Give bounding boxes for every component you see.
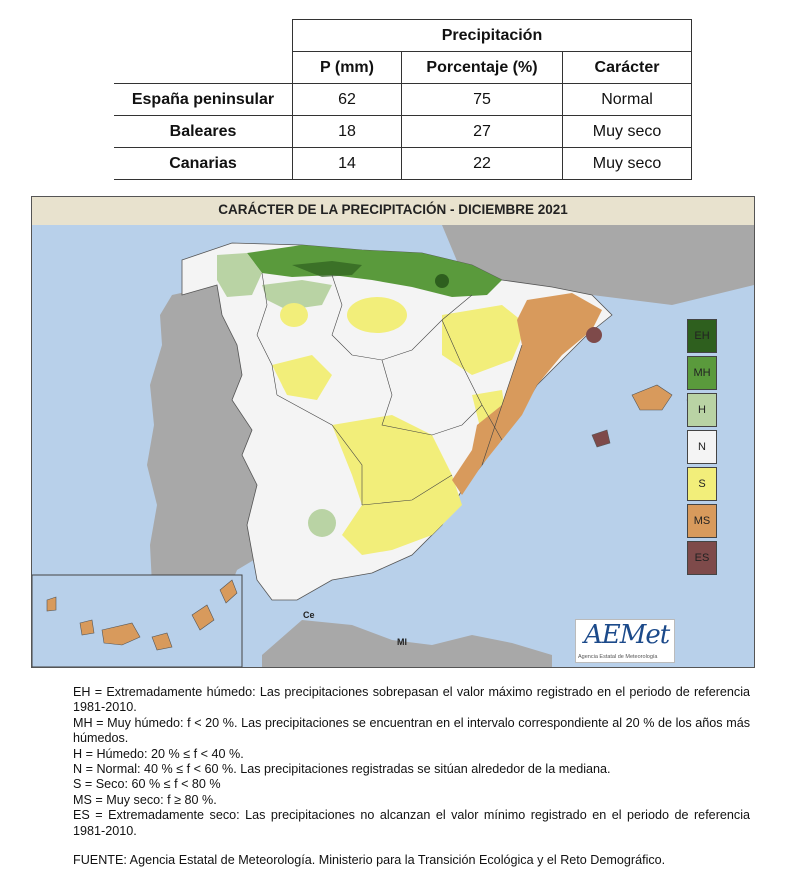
note-mh: MH = Muy húmedo: f < 20 %. Las precipitaciones se encuentran en el intervalo correspondiente al 20 % de los años más húmedos. <box>73 715 750 746</box>
aemet-logo-subtitle: Agencia Estatal de Meteorología <box>578 654 658 660</box>
spain-map-svg <box>32 225 754 667</box>
note-h: H = Húmedo: 20 % ≤ f < 40 %. <box>73 746 244 761</box>
legend-item-s: S <box>687 467 717 501</box>
precipitation-map <box>31 196 755 668</box>
column-header-caracter: Carácter <box>563 52 692 84</box>
aemet-logo-text: AEMet <box>584 620 670 650</box>
legend-item-n: N <box>687 430 717 464</box>
note-ms: MS = Muy seco: f ≥ 80 %. <box>73 792 217 807</box>
map-title: CARÁCTER DE LA PRECIPITACIÓN - DICIEMBRE 2021 <box>218 202 568 217</box>
legend-item-es: ES <box>687 541 717 575</box>
cell-p-mm: 18 <box>293 116 402 148</box>
cell-p-mm: 14 <box>293 148 402 180</box>
dry-area-2 <box>280 303 308 327</box>
wet-spot-south <box>308 509 336 537</box>
table-row <box>114 148 692 180</box>
aemet-logo <box>575 619 675 663</box>
legend-notes <box>73 685 750 839</box>
row-label: Canarias <box>114 148 293 180</box>
row-label: España peninsular <box>114 84 293 116</box>
ceuta-label: Ce <box>303 610 315 620</box>
table-corner-2 <box>114 52 293 84</box>
melilla-label: Ml <box>397 637 407 647</box>
cell-caracter: Muy seco <box>563 148 692 180</box>
table-group-header: Precipitación <box>293 20 692 52</box>
note-s: S = Seco: 60 % ≤ f < 80 % <box>73 777 221 792</box>
extreme-dry-spot <box>586 327 602 343</box>
column-header-p-mm: P (mm) <box>293 52 402 84</box>
table-corner <box>114 20 293 52</box>
legend-item-mh: MH <box>687 356 717 390</box>
precipitation-summary-table <box>114 19 692 180</box>
note-n: N = Normal: 40 % ≤ f < 60 %. Las precipitaciones registradas se sitúan alrededor de la mediana. <box>73 762 611 777</box>
table-row <box>114 116 692 148</box>
column-header-porcentaje: Porcentaje (%) <box>402 52 563 84</box>
dry-area-1 <box>347 297 407 333</box>
legend-item-ms: MS <box>687 504 717 538</box>
cell-caracter: Muy seco <box>563 116 692 148</box>
cell-caracter: Normal <box>563 84 692 116</box>
cell-porcentaje: 27 <box>402 116 563 148</box>
row-label: Baleares <box>114 116 293 148</box>
table-row <box>114 84 692 116</box>
legend-item-eh: EH <box>687 319 717 353</box>
note-eh: EH = Extremadamente húmedo: Las precipitaciones sobrepasan el valor máximo registrado en el periodo de referencia 1981-2010. <box>73 685 750 715</box>
cell-porcentaje: 75 <box>402 84 563 116</box>
note-es: ES = Extremadamente seco: Las precipitaciones no alcanzan el valor mínimo registrado en el periodo de referencia 1981-2010. <box>73 808 750 838</box>
cell-porcentaje: 22 <box>402 148 563 180</box>
legend-item-h: H <box>687 393 717 427</box>
cell-p-mm: 62 <box>293 84 402 116</box>
source-note: FUENTE: Agencia Estatal de Meteorología. Ministerio para la Transición Ecológica y el Reto Demográfico. <box>73 853 666 867</box>
extreme-wet-spot <box>435 274 449 288</box>
